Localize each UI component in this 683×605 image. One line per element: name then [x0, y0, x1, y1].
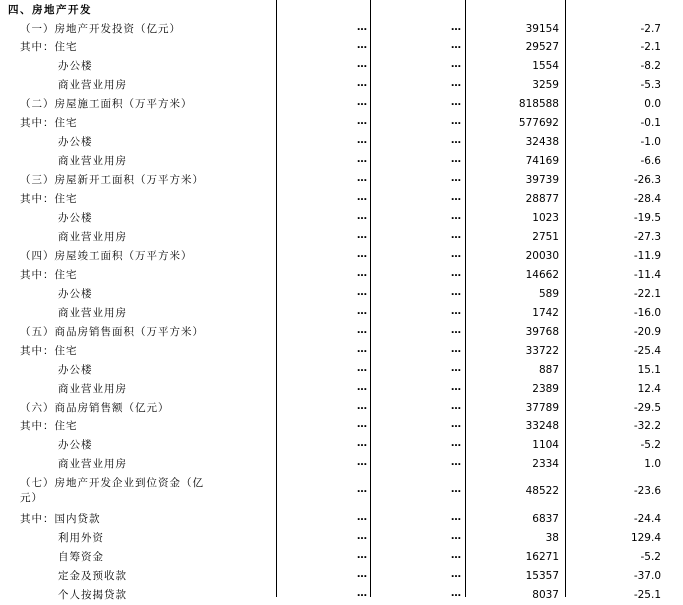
- row-label: （三）房屋新开工面积（万平方米）: [20, 174, 204, 187]
- value-cell: 28877: [525, 193, 559, 206]
- change-cell: -28.4: [633, 193, 661, 206]
- table-row: [0, 567, 683, 586]
- row-label: 办公楼: [58, 212, 93, 224]
- row-label: 商业营业用房: [58, 155, 127, 168]
- table-row: [0, 474, 683, 510]
- value-cell: 589: [538, 287, 559, 300]
- ellipsis-cell: …: [357, 173, 367, 185]
- row-label: （五）商品房销售面积（万平方米）: [20, 325, 204, 338]
- table-row: [0, 190, 683, 209]
- ellipsis-cell: …: [357, 381, 367, 393]
- ellipsis-cell: …: [357, 531, 367, 543]
- ellipsis-cell: …: [451, 419, 461, 431]
- ellipsis-cell: …: [451, 512, 461, 524]
- value-cell: 1554: [532, 60, 559, 73]
- row-label: 利用外资: [58, 532, 104, 545]
- value-cell: 2389: [532, 382, 559, 395]
- ellipsis-cell: …: [451, 550, 461, 562]
- value-cell: 818588: [518, 98, 559, 111]
- change-cell: -23.6: [633, 485, 661, 498]
- value-cell: 32438: [525, 136, 559, 149]
- change-cell: -16.0: [633, 306, 661, 319]
- row-label: 其中：住宅: [20, 420, 78, 433]
- row-label: 商业营业用房: [58, 79, 127, 92]
- ellipsis-cell: …: [451, 531, 461, 543]
- value-cell: 16271: [525, 551, 559, 564]
- value-cell: 33722: [525, 344, 559, 357]
- change-cell: -24.4: [633, 513, 661, 526]
- value-cell: 3259: [532, 79, 559, 92]
- change-cell: -11.4: [633, 268, 661, 281]
- ellipsis-cell: …: [451, 267, 461, 279]
- ellipsis-cell: …: [357, 324, 367, 336]
- ellipsis-cell: …: [357, 267, 367, 279]
- ellipsis-cell: …: [451, 248, 461, 260]
- ellipsis-cell: …: [451, 324, 461, 336]
- table-row: [0, 342, 683, 361]
- table-row: [0, 228, 683, 247]
- change-cell: -0.1: [640, 117, 661, 130]
- value-cell: 48522: [525, 485, 559, 498]
- value-cell: 1742: [532, 306, 559, 319]
- ellipsis-cell: …: [451, 21, 461, 33]
- ellipsis-cell: …: [357, 40, 367, 52]
- value-cell: 29527: [525, 41, 559, 54]
- ellipsis-cell: …: [357, 419, 367, 431]
- table-row: [0, 361, 683, 380]
- ellipsis-cell: …: [451, 588, 461, 600]
- ellipsis-cell: …: [451, 211, 461, 222]
- ellipsis-cell: …: [357, 343, 367, 355]
- change-cell: -2.1: [640, 41, 661, 54]
- change-cell: -29.5: [633, 401, 661, 414]
- table-row: [0, 76, 683, 95]
- value-cell: 39768: [525, 325, 559, 338]
- row-label: 商业营业用房: [58, 382, 127, 395]
- table-row: [0, 455, 683, 474]
- row-label: 办公楼: [58, 363, 93, 376]
- table-row: [0, 548, 683, 567]
- value-cell: 39154: [525, 22, 559, 35]
- row-label: 其中：住宅: [20, 117, 78, 130]
- change-cell: -1.0: [640, 136, 661, 149]
- ellipsis-cell: …: [357, 550, 367, 562]
- section-header-row: [0, 1, 683, 20]
- change-cell: -5.2: [640, 551, 661, 564]
- ellipsis-cell: …: [451, 59, 461, 71]
- ellipsis-cell: …: [357, 116, 367, 128]
- row-label: 办公楼: [58, 136, 93, 149]
- ellipsis-cell: …: [357, 154, 367, 166]
- change-cell: -26.3: [633, 174, 661, 187]
- change-cell: -5.2: [640, 439, 661, 452]
- table-row: [0, 171, 683, 190]
- table-row: [0, 95, 683, 114]
- value-cell: 1104: [532, 439, 559, 452]
- change-cell: 129.4: [630, 532, 661, 545]
- table-row: [0, 38, 683, 57]
- row-label: （一）房地产开发投资（亿元）: [20, 22, 181, 35]
- ellipsis-cell: …: [357, 21, 367, 33]
- value-cell: 14662: [525, 268, 559, 281]
- value-cell: 2751: [532, 230, 559, 243]
- table-row: [0, 529, 683, 548]
- change-cell: -5.3: [640, 79, 661, 92]
- row-label: 定金及预收款: [58, 570, 127, 583]
- value-cell: 39739: [525, 174, 559, 187]
- value-cell: 37789: [525, 401, 559, 414]
- ellipsis-cell: …: [357, 59, 367, 71]
- change-cell: -22.1: [633, 287, 661, 300]
- ellipsis-cell: …: [357, 362, 367, 374]
- ellipsis-cell: …: [357, 400, 367, 412]
- ellipsis-cell: …: [451, 116, 461, 128]
- ellipsis-cell: …: [451, 457, 461, 469]
- table-row: [0, 247, 683, 266]
- ellipsis-cell: …: [357, 192, 367, 204]
- change-cell: -25.1: [633, 589, 661, 602]
- row-label: 自筹资金: [58, 551, 104, 564]
- change-cell: 12.4: [637, 382, 661, 395]
- table-row: [0, 586, 683, 605]
- ellipsis-cell: …: [357, 135, 367, 147]
- ellipsis-cell: …: [451, 362, 461, 374]
- table-row: [0, 20, 683, 39]
- ellipsis-cell: …: [451, 305, 461, 317]
- change-cell: 1.0: [644, 458, 661, 471]
- table-row: [0, 285, 683, 304]
- change-cell: -8.2: [640, 60, 661, 73]
- table-row: [0, 417, 683, 436]
- value-cell: 2334: [532, 458, 559, 471]
- row-label: 其中：住宅: [20, 193, 78, 206]
- ellipsis-cell: …: [357, 588, 367, 600]
- change-cell: 15.1: [637, 363, 661, 376]
- ellipsis-cell: …: [451, 400, 461, 412]
- change-cell: -27.3: [633, 230, 661, 243]
- row-label: 商业营业用房: [58, 306, 127, 319]
- change-cell: -37.0: [633, 570, 661, 583]
- ellipsis-cell: …: [451, 40, 461, 52]
- table-row: [0, 304, 683, 323]
- change-cell: -32.2: [633, 420, 661, 433]
- ellipsis-cell: …: [357, 305, 367, 317]
- ellipsis-cell: …: [357, 286, 367, 298]
- ellipsis-cell: …: [451, 154, 461, 166]
- row-label: 办公楼: [58, 439, 93, 452]
- ellipsis-cell: …: [357, 229, 367, 241]
- change-cell: -6.6: [640, 155, 661, 168]
- table-row: [0, 380, 683, 399]
- ellipsis-cell: …: [451, 229, 461, 241]
- ellipsis-cell: …: [451, 381, 461, 393]
- ellipsis-cell: …: [357, 569, 367, 581]
- change-cell: -2.7: [640, 22, 661, 35]
- ellipsis-cell: …: [451, 192, 461, 204]
- table-row: [0, 209, 683, 228]
- value-cell: 38: [545, 532, 559, 545]
- ellipsis-cell: …: [357, 248, 367, 260]
- change-cell: -19.5: [633, 212, 661, 224]
- ellipsis-cell: …: [357, 484, 367, 496]
- table-row: [0, 152, 683, 171]
- ellipsis-cell: …: [451, 343, 461, 355]
- table-row: [0, 57, 683, 76]
- section-title: 四、房地产开发: [8, 4, 92, 16]
- table-row: [0, 323, 683, 342]
- table-row: [0, 133, 683, 152]
- table-row: [0, 510, 683, 529]
- ellipsis-cell: …: [451, 97, 461, 109]
- ellipsis-cell: …: [357, 438, 367, 450]
- value-cell: 74169: [525, 155, 559, 168]
- ellipsis-cell: …: [451, 135, 461, 147]
- row-label: 办公楼: [58, 60, 93, 73]
- table-row: [0, 114, 683, 133]
- row-label: 办公楼: [58, 287, 93, 300]
- row-label: 其中：国内贷款: [20, 513, 101, 526]
- change-cell: -11.9: [633, 249, 661, 262]
- row-label: 其中：住宅: [20, 41, 78, 54]
- ellipsis-cell: …: [357, 97, 367, 109]
- ellipsis-cell: …: [357, 512, 367, 524]
- table-row: [0, 399, 683, 418]
- row-label: （二）房屋施工面积（万平方米）: [20, 98, 193, 111]
- table-row: [0, 266, 683, 285]
- ellipsis-cell: …: [451, 78, 461, 90]
- row-label: 其中：住宅: [20, 344, 78, 357]
- ellipsis-cell: …: [451, 286, 461, 298]
- row-label: 商业营业用房: [58, 458, 127, 471]
- value-cell: 577692: [518, 117, 559, 130]
- row-label: 个人按揭贷款: [58, 589, 127, 602]
- change-cell: -20.9: [633, 325, 661, 338]
- ellipsis-cell: …: [357, 457, 367, 469]
- row-label: 其中：住宅: [20, 268, 78, 281]
- row-label: （六）商品房销售额（亿元）: [20, 401, 170, 414]
- row-label: （四）房屋竣工面积（万平方米）: [20, 249, 193, 262]
- change-cell: 0.0: [644, 98, 661, 111]
- ellipsis-cell: …: [357, 78, 367, 90]
- change-cell: -25.4: [633, 344, 661, 357]
- value-cell: 6837: [532, 513, 559, 526]
- row-label: （七）房地产开发企业到位资金（亿元）: [20, 477, 204, 505]
- value-cell: 33248: [525, 420, 559, 433]
- ellipsis-cell: …: [357, 211, 367, 222]
- value-cell: 1023: [532, 212, 559, 224]
- value-cell: 887: [538, 363, 559, 376]
- ellipsis-cell: …: [451, 438, 461, 450]
- ellipsis-cell: …: [451, 569, 461, 581]
- value-cell: 15357: [525, 570, 559, 583]
- ellipsis-cell: …: [451, 484, 461, 496]
- ellipsis-cell: …: [451, 173, 461, 185]
- row-label: 商业营业用房: [58, 230, 127, 243]
- table-row: [0, 436, 683, 455]
- value-cell: 20030: [525, 249, 559, 262]
- value-cell: 8037: [532, 589, 559, 602]
